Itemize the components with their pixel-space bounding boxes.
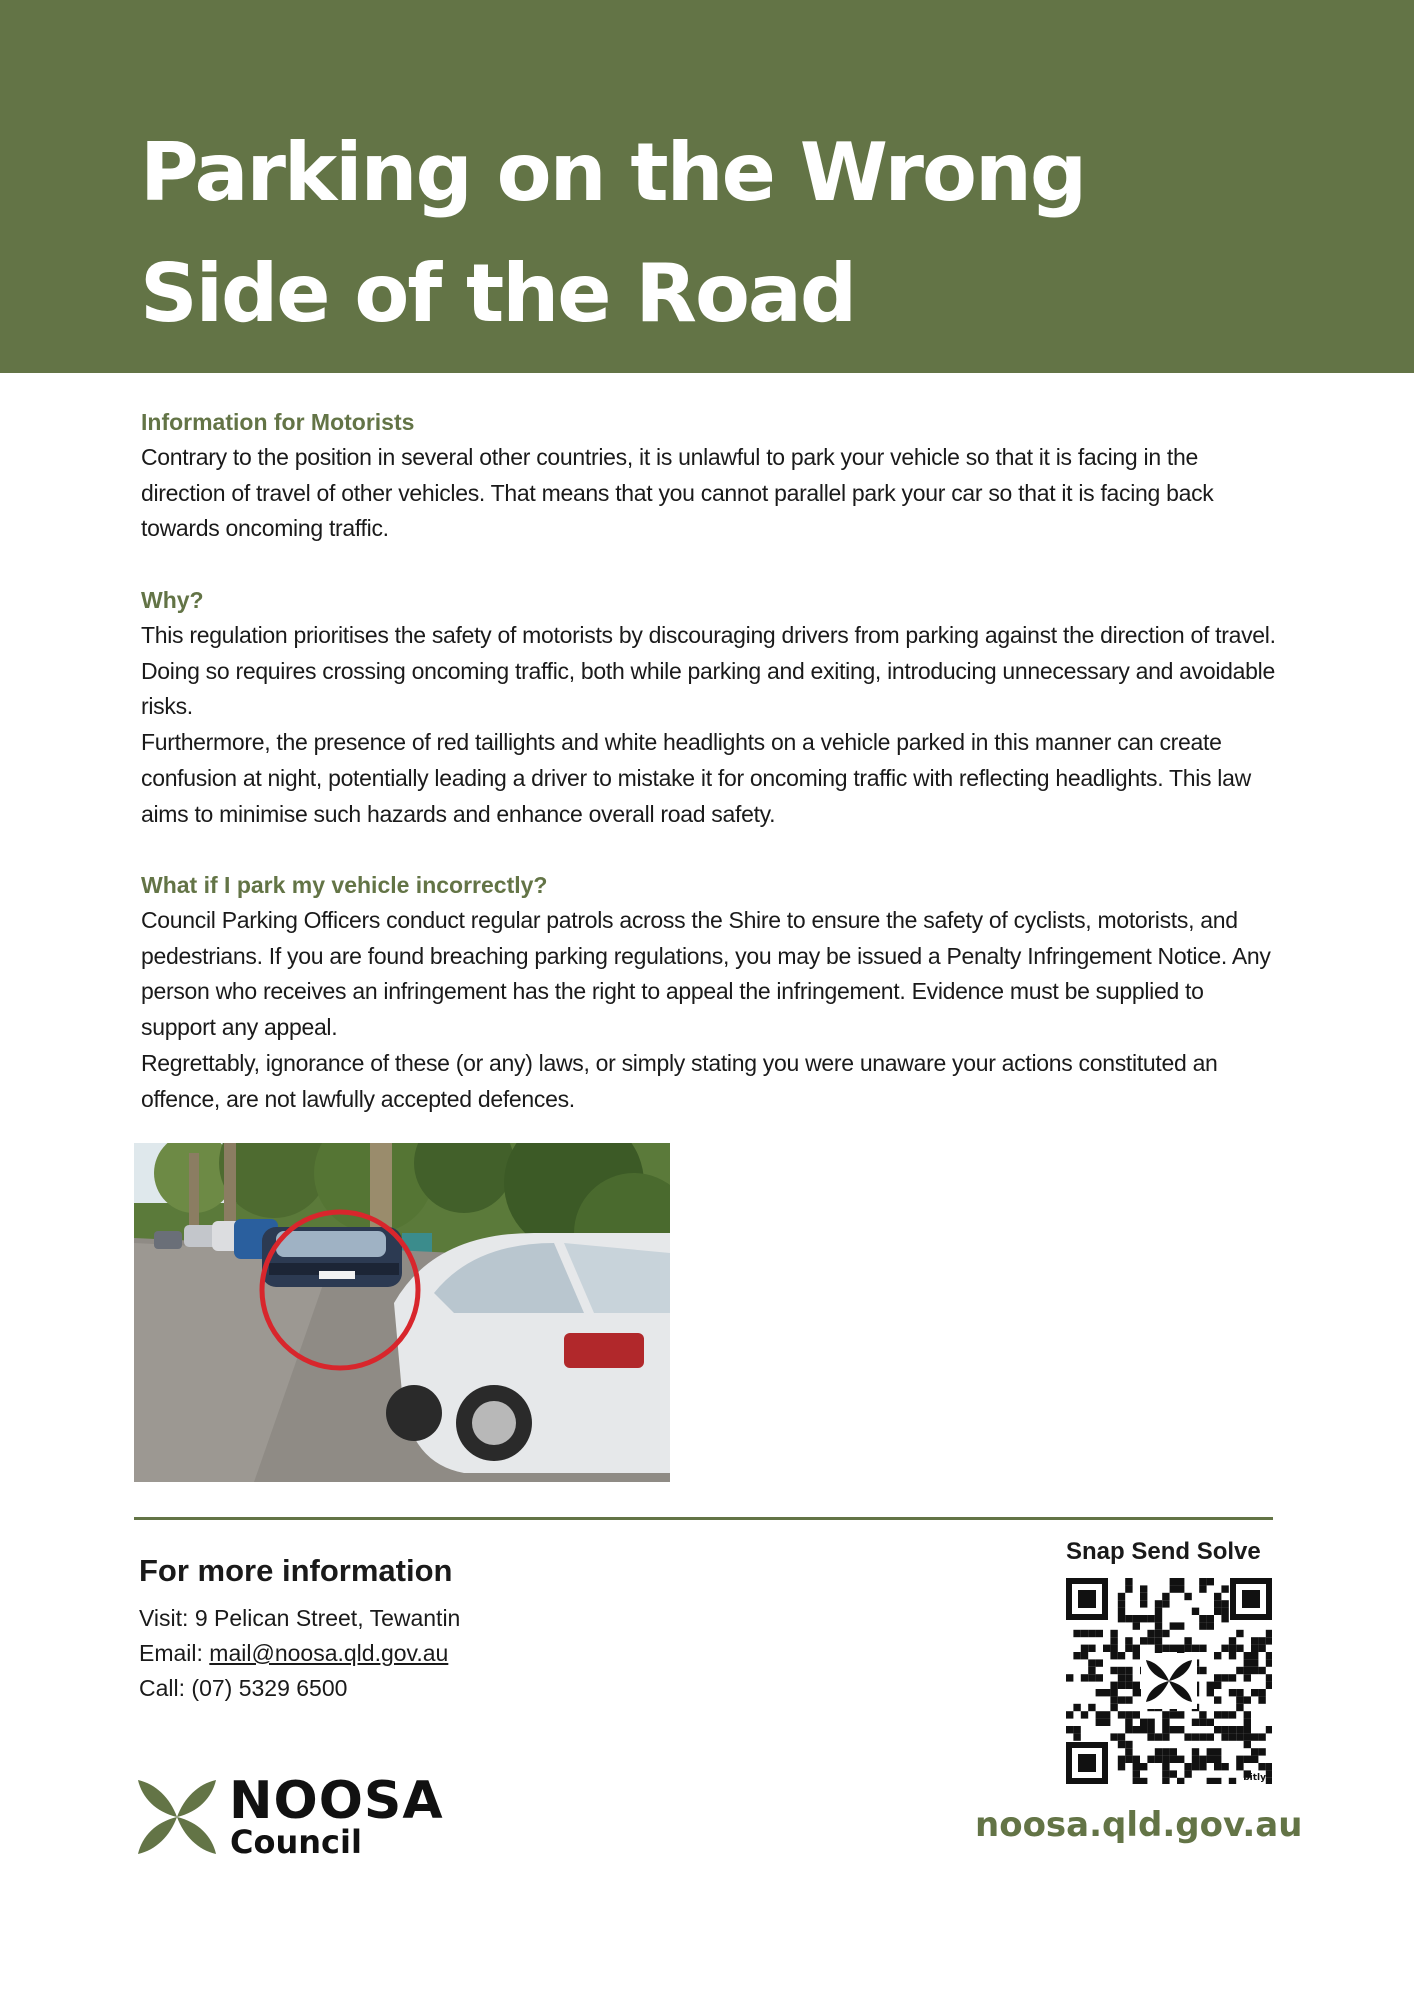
call-number: (07) 5329 6500 <box>191 1675 348 1701</box>
qr-module <box>1244 1696 1251 1703</box>
qr-module <box>1096 1719 1103 1726</box>
section-information <box>141 405 1281 547</box>
qr-module <box>1096 1630 1103 1637</box>
qr-module <box>1073 1726 1080 1733</box>
qr-module <box>1221 1726 1228 1733</box>
qr-module <box>1073 1704 1080 1711</box>
qr-module <box>1088 1645 1095 1652</box>
qr-module <box>1207 1578 1214 1585</box>
qr-module <box>1229 1778 1236 1784</box>
qr-module <box>1236 1630 1243 1637</box>
qr-module <box>1251 1652 1258 1659</box>
qr-module <box>1081 1711 1088 1718</box>
qr-module <box>1110 1682 1117 1689</box>
qr-module <box>1096 1689 1103 1696</box>
qr-module <box>1221 1615 1228 1622</box>
qr-module <box>1118 1600 1125 1607</box>
qr-module <box>1081 1674 1088 1681</box>
qr-module <box>1140 1719 1147 1726</box>
qr-module <box>1207 1778 1214 1784</box>
qr-module <box>1118 1696 1125 1703</box>
qr-module <box>1133 1689 1140 1696</box>
qr-module <box>1103 1689 1110 1696</box>
qr-module <box>1147 1637 1154 1644</box>
qr-module <box>1162 1600 1169 1607</box>
qr-module <box>1251 1645 1258 1652</box>
qr-module <box>1155 1615 1162 1622</box>
qr-module <box>1177 1585 1184 1592</box>
qr-module <box>1244 1659 1251 1666</box>
website-link[interactable]: noosa.qld.gov.au <box>975 1805 1303 1845</box>
qr-module <box>1133 1682 1140 1689</box>
qr-module <box>1266 1778 1272 1784</box>
qr-module <box>1096 1659 1103 1666</box>
qr-module <box>1221 1585 1228 1592</box>
qr-module <box>1229 1726 1236 1733</box>
qr-module <box>1229 1645 1236 1652</box>
qr-code[interactable] <box>1066 1578 1272 1784</box>
qr-module <box>1118 1608 1125 1615</box>
qr-module <box>1244 1711 1251 1718</box>
qr-module <box>1155 1630 1162 1637</box>
qr-module <box>1192 1608 1199 1615</box>
qr-module <box>1236 1733 1243 1740</box>
qr-module <box>1199 1667 1206 1674</box>
qr-module <box>1140 1600 1147 1607</box>
visit-address: 9 Pelican Street, Tewantin <box>194 1605 461 1631</box>
qr-module <box>1266 1674 1272 1681</box>
qr-module <box>1177 1726 1184 1733</box>
contact-visit <box>139 1605 460 1632</box>
qr-module <box>1199 1733 1206 1740</box>
qr-module <box>1125 1756 1132 1763</box>
section-paragraph: Council Parking Officers conduct regular patrols across the Shire to ensure the safety of cyclists, motorists, and pedestrians. If you are found breaching parking regulations, you may be issued a Penalty Infringement Notice. Any person who receives an infringement has the right to appeal the infringement. Evidence must be supplied to support any appeal. <box>141 907 1271 1041</box>
qr-module <box>1207 1719 1214 1726</box>
qr-module <box>1177 1645 1184 1652</box>
visit-label: Visit: <box>139 1605 189 1631</box>
qr-module <box>1088 1659 1095 1666</box>
qr-module <box>1162 1733 1169 1740</box>
qr-module <box>1221 1763 1228 1770</box>
qr-module <box>1221 1608 1228 1615</box>
qr-module <box>1214 1593 1221 1600</box>
qr-module <box>1214 1608 1221 1615</box>
qr-module <box>1155 1608 1162 1615</box>
qr-module <box>1207 1733 1214 1740</box>
qr-module <box>1214 1778 1221 1784</box>
qr-module <box>1133 1622 1140 1629</box>
title-line-2: Side of the Road <box>140 247 856 340</box>
qr-module <box>1162 1593 1169 1600</box>
qr-module <box>1258 1696 1265 1703</box>
qr-module <box>1103 1719 1110 1726</box>
qr-module <box>1214 1696 1221 1703</box>
section-paragraph: Contrary to the position in several other countries, it is unlawful to park your vehicle so that it is facing in the direction of travel of other vehicles. That means that you cannot parallel park your car so that it is facing back towards oncoming traffic. <box>141 444 1214 542</box>
qr-module <box>1170 1585 1177 1592</box>
qr-module <box>1266 1682 1272 1689</box>
qr-module <box>1073 1652 1080 1659</box>
qr-module <box>1073 1733 1080 1740</box>
qr-module <box>1184 1733 1191 1740</box>
section-why <box>141 583 1281 832</box>
title-line-1: Parking on the Wrong <box>140 126 1086 219</box>
qr-module <box>1110 1630 1117 1637</box>
qr-module <box>1147 1733 1154 1740</box>
contact-call <box>139 1675 347 1702</box>
qr-module <box>1244 1741 1251 1748</box>
qr-module <box>1088 1674 1095 1681</box>
qr-module <box>1266 1726 1272 1733</box>
qr-module <box>1162 1756 1169 1763</box>
qr-module <box>1258 1733 1265 1740</box>
qr-module <box>1170 1578 1177 1585</box>
divider <box>134 1517 1273 1520</box>
qr-module <box>1155 1600 1162 1607</box>
qr-module <box>1155 1622 1162 1629</box>
qr-module <box>1266 1659 1272 1666</box>
qr-module <box>1170 1756 1177 1763</box>
qr-module <box>1229 1689 1236 1696</box>
section-heading: Information for Motorists <box>141 409 415 435</box>
logo-name: NOOSA <box>229 1771 444 1831</box>
qr-module <box>1118 1593 1125 1600</box>
qr-module <box>1251 1637 1258 1644</box>
qr-module <box>1147 1615 1154 1622</box>
qr-module <box>1162 1711 1169 1718</box>
qr-module <box>1162 1778 1169 1784</box>
qr-module <box>1140 1593 1147 1600</box>
qr-module <box>1088 1704 1095 1711</box>
qr-module <box>1184 1763 1191 1770</box>
section-paragraph: Furthermore, the presence of red taillights and white headlights on a vehicle parked in this manner can create confusion at night, potentially leading a driver to mistake it for oncoming traffic with reflecting headlights. This law aims to minimise such hazards and enhance overall road safety. <box>141 729 1251 827</box>
qr-module <box>1110 1704 1117 1711</box>
qr-module <box>1155 1748 1162 1755</box>
qr-module <box>1147 1630 1154 1637</box>
qr-module <box>1207 1682 1214 1689</box>
qr-module <box>1125 1741 1132 1748</box>
qr-module <box>1207 1748 1214 1755</box>
qr-module <box>1147 1756 1154 1763</box>
qr-module <box>1214 1600 1221 1607</box>
qr-module <box>1110 1689 1117 1696</box>
qr-module <box>1125 1667 1132 1674</box>
email-label: Email: <box>139 1640 203 1666</box>
qr-module <box>1229 1711 1236 1718</box>
section-paragraph: This regulation prioritises the safety of motorists by discouraging drivers from parking against the direction of travel. Doing so requires crossing oncoming traffic, both while parking and exiting, introducing unnecessary and avoidable risks. <box>141 622 1276 720</box>
qr-module <box>1236 1756 1243 1763</box>
qr-module <box>1266 1630 1272 1637</box>
qr-module <box>1177 1711 1184 1718</box>
qr-module <box>1081 1645 1088 1652</box>
qr-module <box>1088 1667 1095 1674</box>
qr-module <box>1147 1719 1154 1726</box>
qr-module <box>1118 1674 1125 1681</box>
qr-module <box>1251 1689 1258 1696</box>
qr-module <box>1170 1711 1177 1718</box>
call-label: Call: <box>139 1675 186 1701</box>
qr-module <box>1236 1667 1243 1674</box>
qr-module <box>1214 1756 1221 1763</box>
qr-module <box>1236 1689 1243 1696</box>
qr-module <box>1258 1637 1265 1644</box>
qr-module <box>1184 1645 1191 1652</box>
page-title <box>140 112 1290 354</box>
qr-module <box>1118 1682 1125 1689</box>
qr-module <box>1133 1756 1140 1763</box>
parked-cars-photo <box>134 1143 670 1482</box>
noosa-council-logo <box>138 1771 458 1861</box>
qr-module <box>1177 1622 1184 1629</box>
qr-module <box>1244 1674 1251 1681</box>
qr-module <box>1244 1726 1251 1733</box>
qr-module <box>1066 1674 1073 1681</box>
qr-module <box>1184 1770 1191 1777</box>
qr-module <box>1229 1637 1236 1644</box>
qr-module <box>1221 1711 1228 1718</box>
qr-module <box>1236 1696 1243 1703</box>
qr-module <box>1199 1719 1206 1726</box>
qr-module <box>1229 1733 1236 1740</box>
qr-module <box>1088 1630 1095 1637</box>
qr-module <box>1170 1726 1177 1733</box>
qr-module <box>1177 1756 1184 1763</box>
qr-module <box>1133 1645 1140 1652</box>
noosa-leaf-icon <box>138 1778 216 1856</box>
qr-module <box>1133 1763 1140 1770</box>
qr-module <box>1110 1637 1117 1644</box>
qr-module <box>1133 1615 1140 1622</box>
qr-module <box>1214 1763 1221 1770</box>
qr-module <box>1258 1748 1265 1755</box>
qr-module <box>1155 1645 1162 1652</box>
qr-module <box>1192 1645 1199 1652</box>
qr-module <box>1125 1578 1132 1585</box>
snap-send-solve-title: Snap Send Solve <box>1066 1538 1261 1565</box>
qr-module <box>1155 1756 1162 1763</box>
qr-module <box>1162 1645 1169 1652</box>
qr-module <box>1199 1578 1206 1585</box>
qr-module <box>1236 1763 1243 1770</box>
qr-module <box>1162 1770 1169 1777</box>
qr-module <box>1244 1719 1251 1726</box>
section-paragraph: Regrettably, ignorance of these (or any) laws, or simply stating you were unaware your actions constituted an offence, are not lawfully accepted defences. <box>141 1049 1218 1112</box>
qr-module <box>1140 1726 1147 1733</box>
qr-module <box>1133 1770 1140 1777</box>
qr-module <box>1125 1719 1132 1726</box>
qr-module <box>1177 1778 1184 1784</box>
qr-module <box>1125 1696 1132 1703</box>
qr-module <box>1229 1674 1236 1681</box>
qr-module <box>1214 1748 1221 1755</box>
qr-module <box>1207 1689 1214 1696</box>
qr-module <box>1155 1637 1162 1644</box>
qr-module <box>1207 1615 1214 1622</box>
qr-module <box>1221 1674 1228 1681</box>
qr-module <box>1266 1652 1272 1659</box>
qr-module <box>1110 1696 1117 1703</box>
qr-module <box>1199 1756 1206 1763</box>
qr-module <box>1184 1593 1191 1600</box>
qr-module <box>1244 1756 1251 1763</box>
qr-module <box>1162 1630 1169 1637</box>
qr-module <box>1140 1778 1147 1784</box>
qr-module <box>1236 1704 1243 1711</box>
qr-module <box>1266 1763 1272 1770</box>
qr-module <box>1251 1748 1258 1755</box>
qr-module <box>1162 1748 1169 1755</box>
qr-module <box>1118 1756 1125 1763</box>
qr-module <box>1266 1637 1272 1644</box>
qr-module <box>1199 1645 1206 1652</box>
qr-module <box>1125 1615 1132 1622</box>
qr-module <box>1192 1763 1199 1770</box>
qr-module <box>1118 1733 1125 1740</box>
qr-module <box>1199 1711 1206 1718</box>
qr-module <box>1162 1719 1169 1726</box>
qr-module <box>1125 1682 1132 1689</box>
email-link[interactable]: mail@noosa.qld.gov.au <box>209 1640 449 1666</box>
qr-module <box>1118 1667 1125 1674</box>
qr-module <box>1133 1726 1140 1733</box>
qr-module <box>1110 1645 1117 1652</box>
qr-module <box>1170 1645 1177 1652</box>
qr-module <box>1118 1652 1125 1659</box>
qr-module <box>1214 1682 1221 1689</box>
qr-module <box>1207 1622 1214 1629</box>
qr-module <box>1081 1652 1088 1659</box>
qr-caption: bitly <box>1243 1773 1266 1783</box>
qr-module <box>1177 1578 1184 1585</box>
qr-module <box>1125 1711 1132 1718</box>
qr-module <box>1103 1645 1110 1652</box>
qr-module <box>1140 1585 1147 1592</box>
qr-module <box>1266 1770 1272 1777</box>
qr-module <box>1251 1667 1258 1674</box>
qr-module <box>1118 1741 1125 1748</box>
qr-module <box>1162 1726 1169 1733</box>
qr-module <box>1214 1652 1221 1659</box>
qr-module <box>1110 1733 1117 1740</box>
qr-module <box>1140 1763 1147 1770</box>
qr-module <box>1147 1726 1154 1733</box>
qr-module <box>1110 1667 1117 1674</box>
qr-module <box>1133 1711 1140 1718</box>
qr-module <box>1221 1645 1228 1652</box>
qr-module <box>1125 1645 1132 1652</box>
qr-module <box>1221 1600 1228 1607</box>
qr-module <box>1221 1733 1228 1740</box>
qr-module <box>1133 1652 1140 1659</box>
qr-module <box>1192 1733 1199 1740</box>
qr-module <box>1110 1652 1117 1659</box>
qr-module <box>1096 1674 1103 1681</box>
qr-module <box>1125 1748 1132 1755</box>
qr-module <box>1258 1763 1265 1770</box>
contact-email <box>139 1640 448 1667</box>
qr-module <box>1125 1674 1132 1681</box>
qr-module <box>1207 1756 1214 1763</box>
qr-module <box>1214 1674 1221 1681</box>
qr-module <box>1244 1667 1251 1674</box>
qr-module <box>1251 1659 1258 1666</box>
qr-module <box>1096 1711 1103 1718</box>
qr-module <box>1162 1763 1169 1770</box>
qr-module <box>1103 1711 1110 1718</box>
section-incorrect-parking <box>141 868 1281 1117</box>
qr-module <box>1125 1637 1132 1644</box>
qr-module <box>1125 1726 1132 1733</box>
qr-module <box>1258 1667 1265 1674</box>
qr-module <box>1140 1615 1147 1622</box>
qr-module <box>1066 1711 1073 1718</box>
qr-module <box>1244 1733 1251 1740</box>
qr-module <box>1155 1733 1162 1740</box>
qr-module <box>1199 1615 1206 1622</box>
qr-module <box>1236 1726 1243 1733</box>
qr-module <box>1118 1615 1125 1622</box>
contact-heading: For more information <box>139 1553 453 1588</box>
qr-module <box>1214 1726 1221 1733</box>
qr-module <box>1199 1763 1206 1770</box>
qr-module <box>1251 1756 1258 1763</box>
qr-module <box>1192 1719 1199 1726</box>
qr-module <box>1199 1585 1206 1592</box>
qr-module <box>1229 1652 1236 1659</box>
qr-module <box>1125 1585 1132 1592</box>
qr-module <box>1258 1689 1265 1696</box>
qr-module <box>1170 1748 1177 1755</box>
qr-module <box>1258 1645 1265 1652</box>
qr-module <box>1140 1637 1147 1644</box>
qr-module <box>1118 1711 1125 1718</box>
qr-module <box>1184 1637 1191 1644</box>
qr-module <box>1133 1778 1140 1784</box>
qr-module <box>1251 1733 1258 1740</box>
qr-module <box>1214 1711 1221 1718</box>
qr-module <box>1081 1630 1088 1637</box>
qr-module <box>1199 1622 1206 1629</box>
qr-module <box>1170 1622 1177 1629</box>
qr-module <box>1236 1645 1243 1652</box>
qr-module <box>1118 1763 1125 1770</box>
logo-sub: Council <box>230 1823 362 1861</box>
qr-module <box>1192 1748 1199 1755</box>
qr-module <box>1073 1630 1080 1637</box>
qr-module <box>1244 1652 1251 1659</box>
section-heading: What if I park my vehicle incorrectly? <box>141 872 548 898</box>
section-heading: Why? <box>141 587 204 613</box>
qr-module <box>1066 1726 1073 1733</box>
qr-module <box>1192 1756 1199 1763</box>
qr-module <box>1170 1770 1177 1777</box>
